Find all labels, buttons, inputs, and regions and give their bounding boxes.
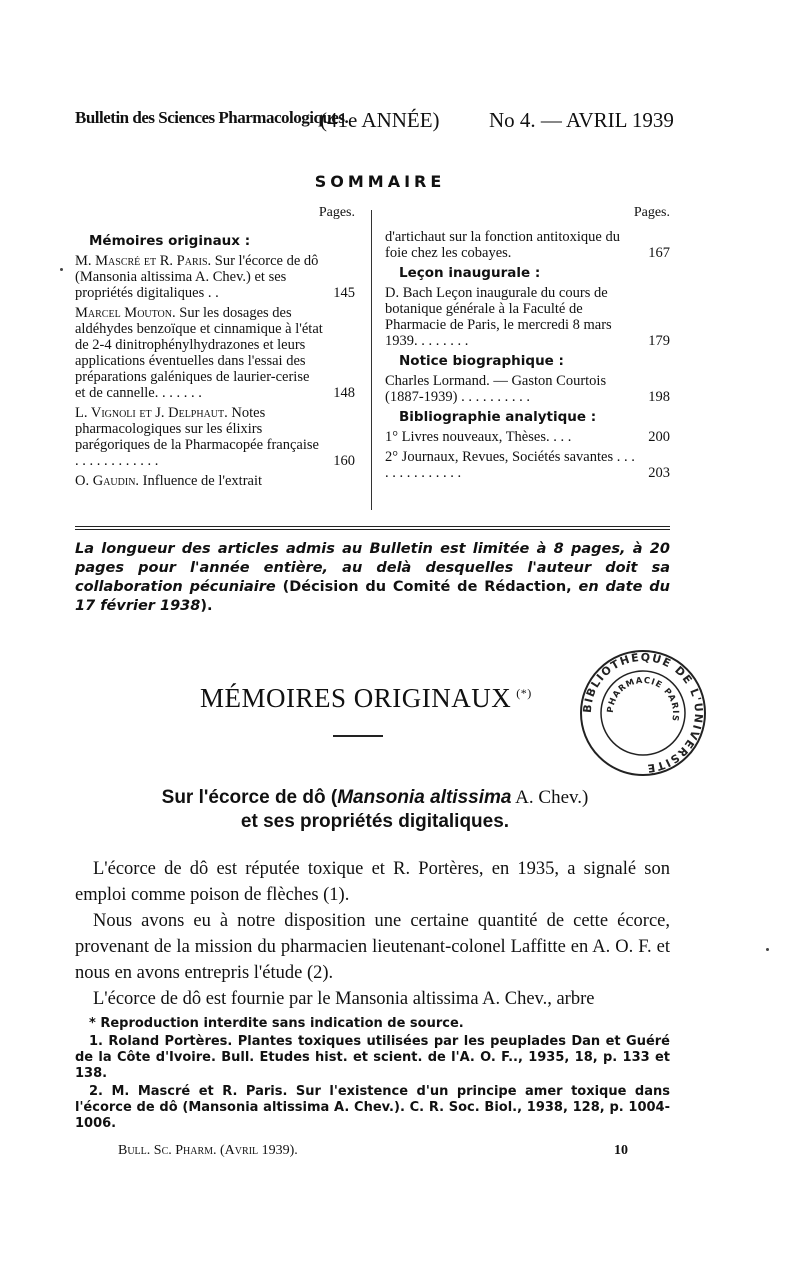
paragraph: L'écorce de dô est réputée toxique et R. Portères, en 1935, a signalé son emploi comme poison de flèches (1). [75,859,670,905]
toc-text: Sur l'écorce de dô (Mansonia altissima A. Chev.) et ses propriétés digitaliques . . [75,253,319,301]
toc-text: Sur les dosages des aldéhydes benzoïque et cinnamique à l'état de 2-4 dinitrophénylhydrazones et leurs applications éventuelles dans l'essai des préparations galéniques de laurier-cerise et de cannelle. . . . . . . [75,305,323,401]
notice-date: en date du 17 février 1938 [75,579,670,614]
toc-page: 203 [648,465,670,481]
footnote: * Reproduction interdite sans indication de source. [89,1016,464,1031]
speck [766,948,769,951]
toc-author: L. Vignoli et J. Delphaut. [75,405,228,421]
toc-author: Marcel Mouton. [75,305,176,321]
toc-page: 167 [648,245,670,261]
page-footer [118,1143,628,1159]
footnote: 1. Roland Portères. Plantes toxiques utilisées par les peuplades Dan et Guéré de la Côte d'Ivoire. Bull. Etudes hist. et scient. de l'A. O. F.., 1935, 18, p. 133 et 138. [75,1034,670,1081]
toc-page: 200 [648,429,670,445]
column-divider [371,210,372,510]
toc-entry [75,473,355,489]
toc-page: 179 [648,333,670,349]
toc-entry [75,405,355,469]
article-title-line1: Sur l'écorce de dô (Mansonia altissima A. Chev.) [161,787,589,808]
journal-year: (41e ANNÉE) [320,108,440,132]
sommaire-left-column [75,205,355,493]
toc-author: M. Mascré et R. Paris. [75,253,212,269]
running-header [75,108,675,138]
sommaire-right-column [385,205,670,485]
section-heading: Notice biographique : [399,353,564,369]
section-heading: Mémoires originaux : [89,233,251,249]
toc-entry [385,449,670,481]
toc-text: Influence de l'extrait [142,473,263,489]
editorial-notice [75,540,670,616]
toc-entry [385,429,670,445]
toc-entry [75,305,355,401]
section-title [200,683,532,714]
toc-page: 160 [333,453,355,469]
toc-entry [385,373,670,405]
sommaire-title: SOMMAIRE [314,172,446,191]
stamp-outer-text: BIBLIOTHÈQUE DE L'UNIVERSITÉ [580,650,706,776]
footnote-mark: (*) [516,686,532,700]
footnote: 2. M. Mascré et R. Paris. Sur l'existence d'un principe amer toxique dans l'écorce de dô (Mansonia altissima A. Chev.). C. R. Soc. Biol., 1938, 128, p. 1004-1006. [75,1084,670,1131]
title-rule [333,735,383,737]
article-title-line2: et ses propriétés digitaliques. [240,811,510,832]
notice-text: La longueur des articles admis au Bulletin est limitée à 8 pages, à 20 pages pour l'année entière, au delà desquelles l'auteur doit sa collaboration pécuniaire [75,541,670,595]
pages-label: Pages. [318,205,355,220]
toc-text: Notes pharmacologiques sur les élixirs parégoriques de la Pharmacopée française . . . . . . . . . . . . [75,405,319,469]
toc-entry [385,285,670,349]
issue-date: No 4. — AVRIL 1939 [489,108,674,132]
toc-text: d'artichaut sur la fonction antitoxique du foie chez les cobayes. [385,229,620,261]
toc-text: D. Bach Leçon inaugurale du cours de botanique générale à la Faculté de Pharmacie de Paris, le mercredi 8 mars 1939. . . . . . . . [385,285,612,349]
notice-decision: (Décision du Comité de Rédaction, [282,579,572,595]
toc-author: O. Gaudin. [75,473,140,489]
paragraph: Nous avons eu à notre disposition une certaine quantité de cette écorce, provenant de la mission du pharmacien lieutenant-colonel Laffitte en A. O. F. et nous en avons entrepris l'étude (2). [75,911,670,983]
footer-citation: Bull. Sc. Pharm. (Avril 1939). [118,1143,298,1158]
paragraph: L'écorce de dô est fournie par le Mansonia altissima A. Chev., arbre [93,989,595,1009]
pages-label: Pages. [633,205,670,220]
section-heading: Bibliographie analytique : [399,409,597,425]
toc-entry [385,229,670,261]
toc-text: Charles Lormand. — Gaston Courtois (1887-1939) . . . . . . . . . . [385,373,607,405]
article-title [75,786,675,834]
page-number: 10 [614,1143,628,1158]
stamp-inner-text: PHARMACIE PARIS [605,675,681,723]
section-title-text: MÉMOIRES ORIGINAUX [200,683,512,713]
toc-page: 148 [333,385,355,401]
library-stamp [578,648,708,778]
notice-end: ). [200,598,213,614]
article-body [75,856,670,1012]
toc-text: 2° Journaux, Revues, Sociétés savantes . . . . . . . . . . . . . . [385,449,635,481]
divider-rule [75,529,670,530]
journal-title: Bulletin des Sciences Pharmacologiques. [75,108,349,127]
toc-text: 1° Livres nouveaux, Thèses. . . . [385,429,572,445]
svg-text:PHARMACIE PARIS [606,676,680,723]
section-heading: Leçon inaugurale : [399,265,541,281]
toc-entry [75,253,355,301]
speck [60,268,63,271]
toc-page: 145 [333,285,355,301]
divider-rule [75,526,670,527]
footnotes [75,1016,670,1134]
toc-page: 198 [648,389,670,405]
